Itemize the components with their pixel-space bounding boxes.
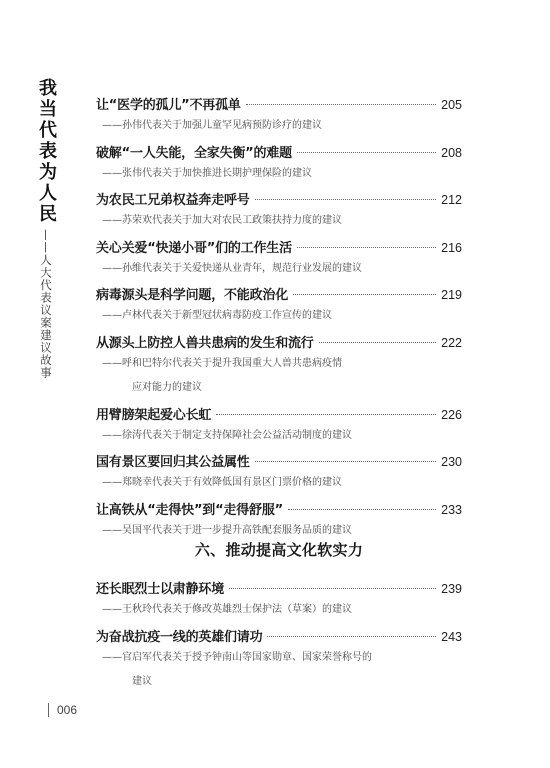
toc-entry-description: ——吴国平代表关于进一步提升高铁配套服务品质的建议 <box>102 524 352 536</box>
toc-entry-description: ——官启军代表关于授予钟南山等国家勋章、国家荣誉称号的 <box>102 651 372 663</box>
toc-entry-title-row <box>96 578 462 598</box>
toc-entry-description: ——王秋玲代表关于修改英雄烈士保护法（草案）的建议 <box>102 604 352 615</box>
toc-entry-title: 让“医学的孤儿”不再孤单 <box>96 98 241 113</box>
dot-leader <box>297 152 436 153</box>
dot-leader <box>297 247 436 248</box>
toc-entry[interactable] <box>96 237 462 276</box>
toc-entry-title-row <box>96 94 462 114</box>
page-number: 006 <box>57 703 78 717</box>
toc-entry-title: 让高铁从“走得快”到“走得舒服” <box>96 502 283 518</box>
toc-entry-description: ——孙维代表关于关爱快递从业青年，规范行业发展的建议 <box>102 262 362 274</box>
toc-entry-title-row <box>96 332 462 352</box>
toc-entry-description: ——呼和巴特尔代表关于提升我国重大人兽共患病疫情 <box>102 357 342 369</box>
toc-entry-description: ——徐涛代表关于制定支持保障社会公益活动制度的建议 <box>102 429 352 441</box>
toc-entry-title: 用臂膀架起爱心长虹 <box>96 407 212 423</box>
toc-entry-page: 233 <box>441 502 462 517</box>
toc-entry-page: 212 <box>441 193 462 208</box>
toc-entry-page: 230 <box>441 455 462 470</box>
toc-entry-description: ——张伟代表关于加快推进长期护理保险的建议 <box>102 167 312 179</box>
toc-entry[interactable] <box>96 578 462 617</box>
toc-entry-page: 239 <box>441 582 462 596</box>
toc-entry-page: 222 <box>441 335 462 350</box>
dot-leader <box>267 636 436 637</box>
toc-entry[interactable] <box>96 94 462 133</box>
toc-entry[interactable] <box>96 284 462 323</box>
book-side-title <box>34 78 58 379</box>
toc-entry-title: 破解“一人失能，全家失衡”的难题 <box>96 145 292 161</box>
dot-leader <box>288 509 436 510</box>
toc-entry-description: ——卢林代表关于新型冠状病毒防疫工作宣传的建议 <box>102 310 332 322</box>
footer-divider <box>48 703 49 717</box>
toc-entry-title-row <box>96 142 462 162</box>
toc-entry-page: 243 <box>441 629 462 644</box>
toc-entry-title: 病毒源头是科学问题，不能政治化 <box>96 288 289 304</box>
toc-list-section-6 <box>96 578 462 689</box>
page-footer <box>48 703 77 717</box>
toc-entry-title: 关心关爱“快递小哥”们的工作生活 <box>96 240 292 256</box>
toc-entry-title-row <box>96 451 462 471</box>
toc-entry[interactable] <box>96 404 462 443</box>
toc-entry-description-continued: 应对能力的建议 <box>132 381 202 393</box>
toc-entry-page: 219 <box>441 288 462 303</box>
section-heading: 六、推动提高文化软实力 <box>194 541 364 559</box>
toc-entry-page: 208 <box>441 145 462 160</box>
toc-entry-page: 226 <box>441 407 462 422</box>
toc-entry[interactable] <box>96 451 462 490</box>
toc-entry-title-row <box>96 404 462 424</box>
toc-entry-title: 为奋战抗疫一线的英雄们请功 <box>96 629 263 645</box>
book-title: 我当代表为人民 <box>36 78 57 225</box>
toc-entry-page: 216 <box>441 240 462 255</box>
dot-leader <box>246 104 436 105</box>
dot-leader <box>255 199 437 200</box>
toc-entry-page: 205 <box>441 98 462 112</box>
toc-entry-title-row <box>96 626 462 646</box>
toc-entry[interactable] <box>96 626 462 689</box>
dot-leader <box>319 342 437 343</box>
toc-entry-title: 还长眠烈士以肃静环境 <box>96 582 225 597</box>
toc-entry[interactable] <box>96 332 462 395</box>
toc-entry-title-row <box>96 284 462 304</box>
toc-entry-title: 为农民工兄弟权益奔走呼号 <box>96 193 250 209</box>
toc-entry-description: ——郑晓幸代表关于有效降低国有景区门票价格的建议 <box>102 477 342 489</box>
toc-entry-title-row <box>96 499 462 519</box>
toc-entry-description: ——孙伟代表关于加强儿童罕见病预防诊疗的建议 <box>102 120 322 131</box>
dot-leader <box>216 414 436 415</box>
toc-entry-description-continued: 建议 <box>132 675 152 687</box>
dot-leader <box>229 588 436 589</box>
book-subtitle: ——人大代表议案建议故事 <box>39 229 53 379</box>
toc-entry-title: 国有景区要回归其公益属性 <box>96 455 250 471</box>
toc-entry[interactable] <box>96 142 462 181</box>
toc-entry-title-row <box>96 189 462 209</box>
dot-leader <box>293 294 436 295</box>
toc-entry-title-row <box>96 237 462 257</box>
toc-entry[interactable] <box>96 499 462 538</box>
toc-list <box>96 94 462 538</box>
dot-leader <box>255 461 437 462</box>
toc-entry-title: 从源头上防控人兽共患病的发生和流行 <box>96 335 314 351</box>
toc-entry-description: ——苏荣欢代表关于加大对农民工政策扶持力度的建议 <box>102 215 342 227</box>
toc-entry[interactable] <box>96 189 462 228</box>
